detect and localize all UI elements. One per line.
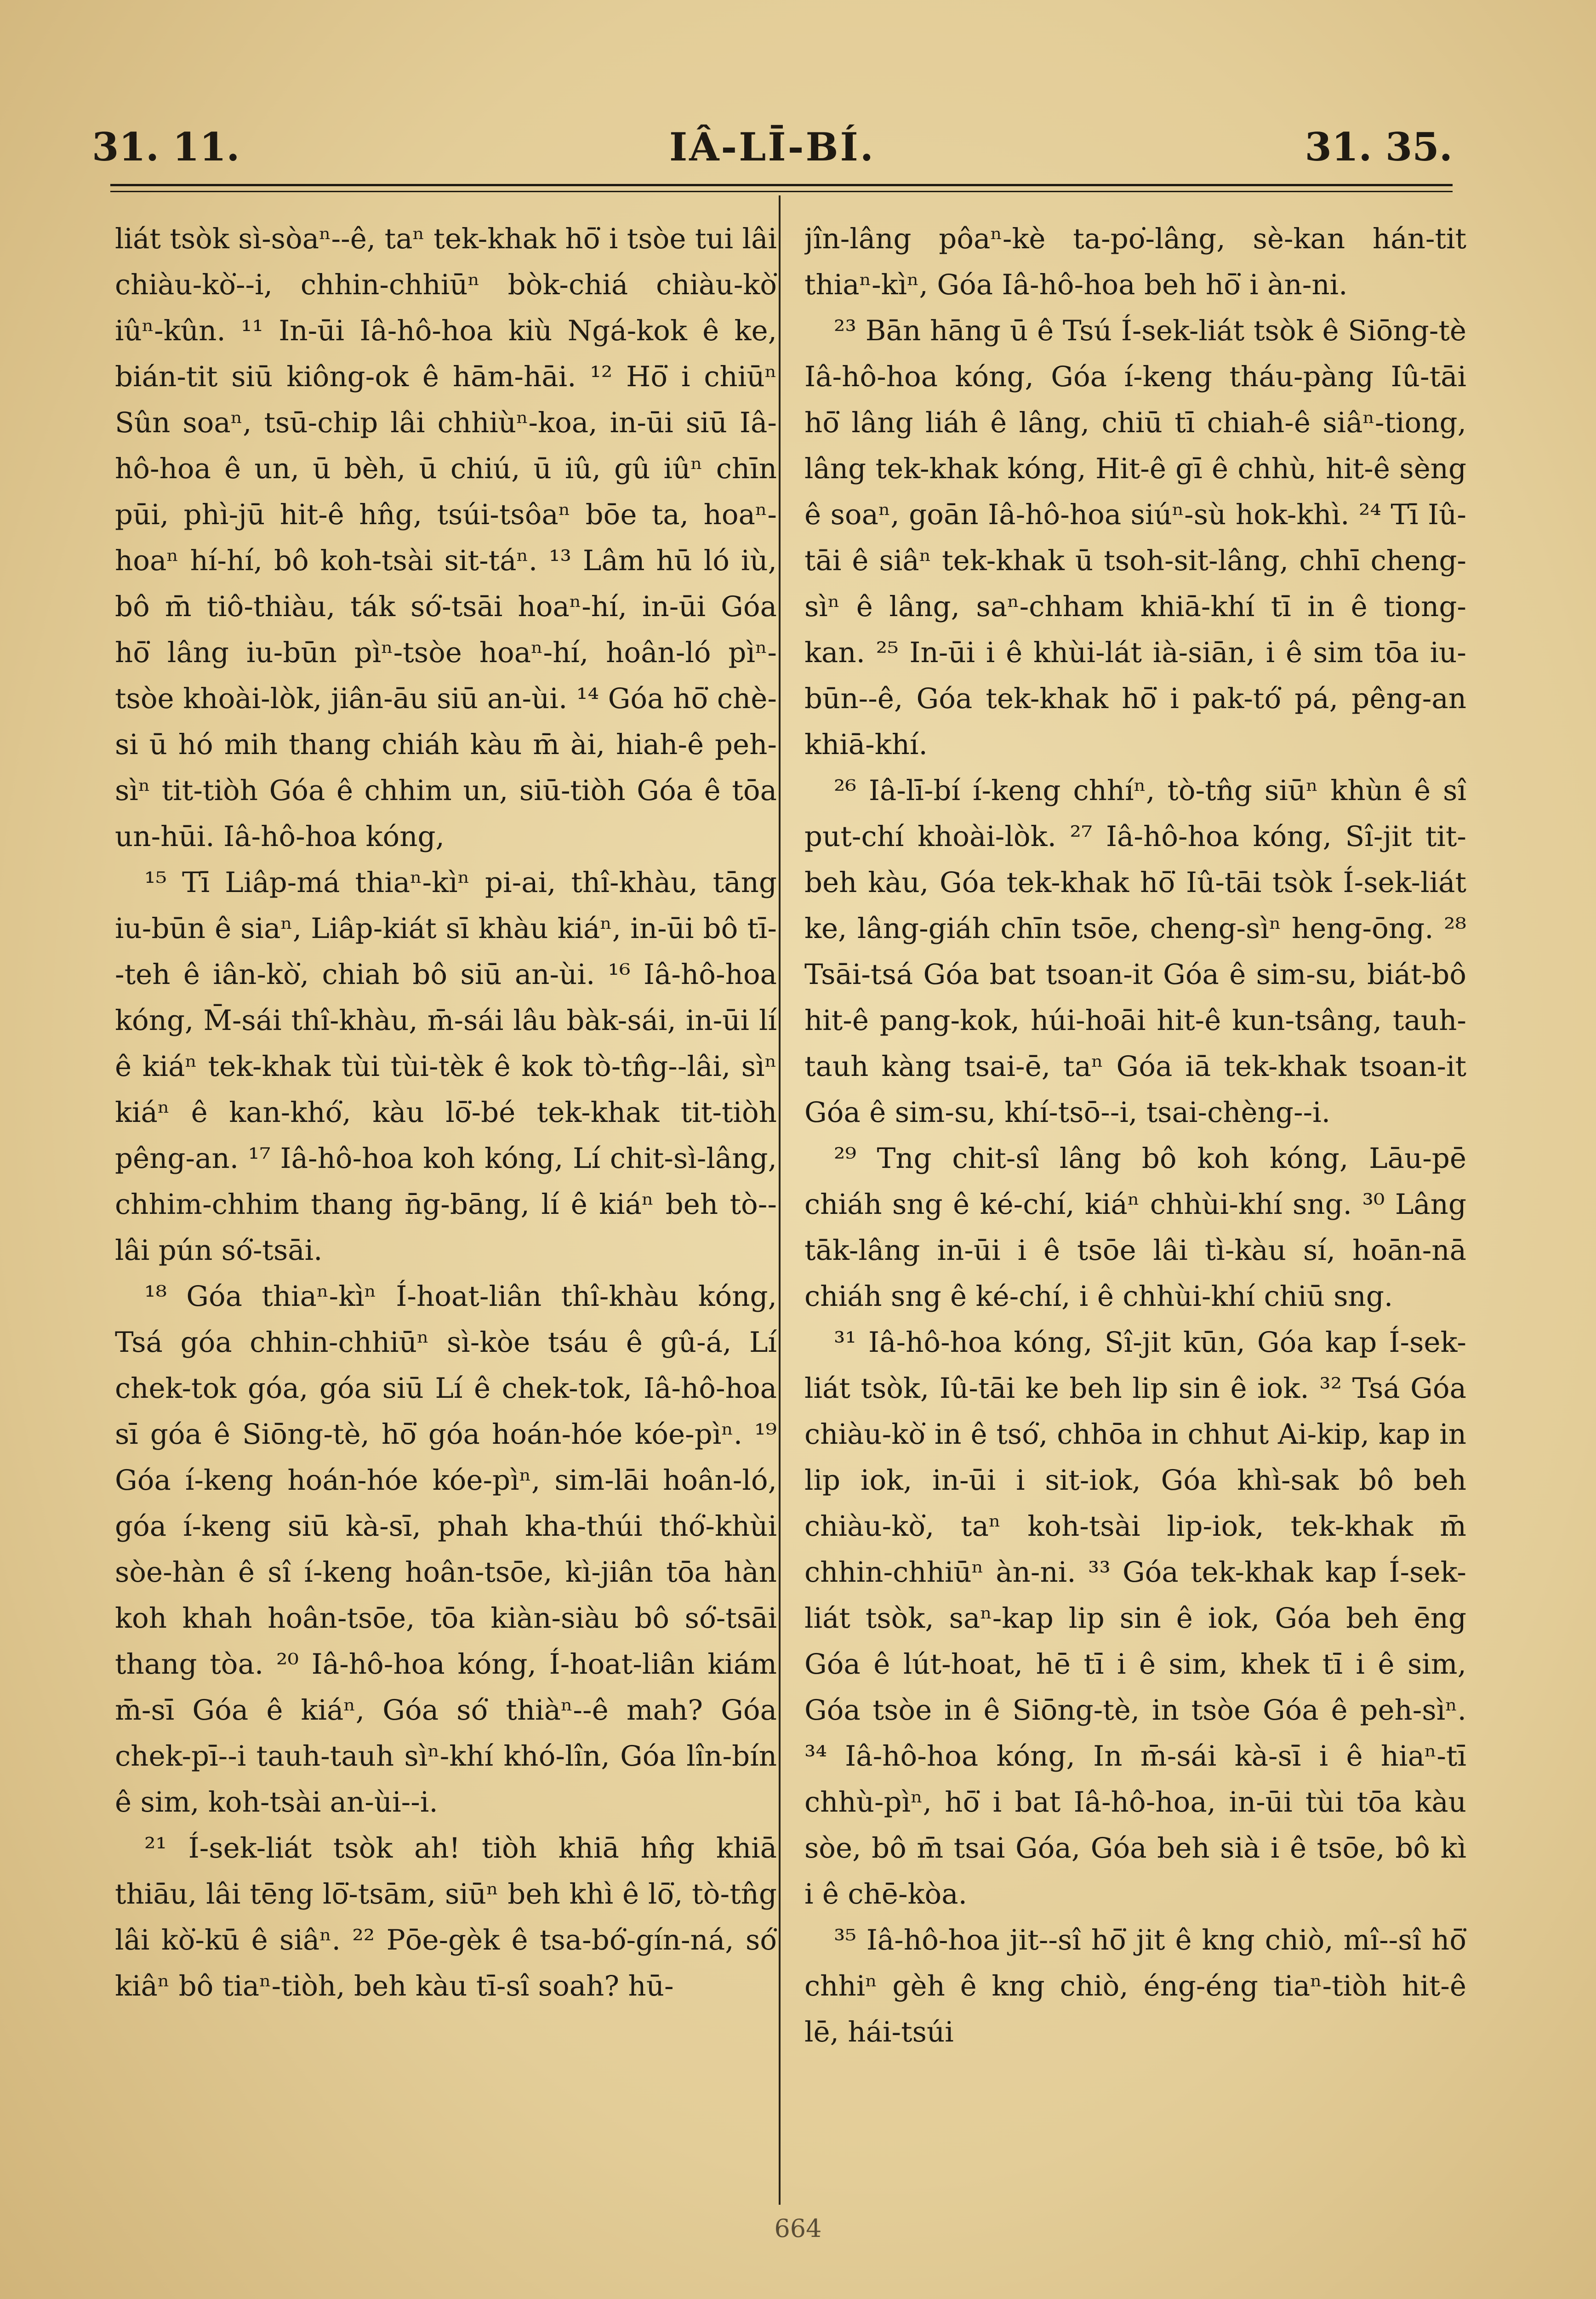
header-rule-thick	[110, 184, 1453, 186]
header-reference-right: 31. 35.	[1305, 124, 1453, 170]
column-divider	[779, 195, 781, 2205]
left-paragraph: ²¹ Í-sek-liát tsòk ah! tiòh khiā hn̂g khiā thiāu, lâi tēng lō͘-tsām, siūⁿ beh khì ê lō͘, tò-tn̂g lâi kò͘-kū ê siâⁿ. ²² Pōe-gèk ê tsa-bó͘-gín-ná, só͘ kiâⁿ bô tiaⁿ-tiòh, beh kàu tī-sî soah? hū-	[115, 1832, 777, 2002]
right-paragraph: ²⁹ Tng chit-sî lâng bô koh kóng, Lāu-pē chiáh sng ê ké-chí, kiáⁿ chhùi-khí sng. ³⁰ Lâng tāk-lâng in-ūi i ê tsōe lâi tì-kàu sí, hoān-nā chiáh sng ê ké-chí, i ê chhùi-khí chiū sng.	[804, 1142, 1466, 1313]
page-number: 664	[774, 2214, 822, 2243]
left-paragraph: liát tsòk sì-sòaⁿ--ê, taⁿ tek-khak hō͘ i tsòe tui lâi chiàu-kò͘--i, chhin-chhiūⁿ bòk-chiá chiàu-kò͘ iûⁿ-kûn. ¹¹ In-ūi Iâ-hô-hoa kiù Ngá-kok ê ke, bián-tit siū kiông-ok ê hām-hāi. ¹² Hō͘ i chiūⁿ Sûn soaⁿ, tsū-chip lâi chhiùⁿ-koa, in-ūi siū Iâ-hô-hoa ê un, ū bèh, ū chiú, ū iû, gû iûⁿ chīn pūi, phì-jū hit-ê hn̂g, tsúi-tsôaⁿ bōe ta, hoaⁿ-hoaⁿ hí-hí, bô koh-tsài sit-táⁿ. ¹³ Lâm hū ló iù, bô m̄ tiô-thiàu, ták só͘-tsāi hoaⁿ-hí, in-ūi Góa hō͘ lâng iu-būn pìⁿ-tsòe hoaⁿ-hí, hoân-ló pìⁿ-tsòe khoài-lòk, jiân-āu siū an-ùi. ¹⁴ Góa hō͘ chè-si ū hó mih thang chiáh kàu m̄ ài, hiah-ê peh-sìⁿ tit-tiòh Góa ê chhim un, siū-tiòh Góa ê tōa un-hūi. Iâ-hô-hoa kóng,	[115, 223, 777, 853]
header-reference-left: 31. 11.	[92, 124, 240, 170]
left-paragraph: ¹⁸ Góa thiaⁿ-kìⁿ Í-hoat-liân thî-khàu kóng, Tsá góa chhin-chhiūⁿ sì-kòe tsáu ê gû-á, Lí chek-tok góa, góa siū Lí ê chek-tok, Iâ-hô-hoa sī góa ê Siōng-tè, hō͘ góa hoán-hóe kóe-pìⁿ. ¹⁹ Góa í-keng hoán-hóe kóe-pìⁿ, sim-lāi hoân-ló, góa í-keng siū kà-sī, phah kha-thúi thó͘-khùi sòe-hàn ê sî í-keng hoân-tsōe, kì-jiân tōa hàn koh khah hoân-tsōe, tōa kiàn-siàu bô só͘-tsāi thang tòa. ²⁰ Iâ-hô-hoa kóng, Í-hoat-liân kiám m̄-sī Góa ê kiáⁿ, Góa só͘ thiàⁿ--ê mah? Góa chek-pī--i tauh-tauh sìⁿ-khí khó-lîn, Góa lîn-bín ê sim, koh-tsài an-ùi--i.	[115, 1280, 777, 1819]
header-rule-thin	[110, 191, 1453, 192]
right-paragraph: ²⁶ Iâ-lī-bí í-keng chhíⁿ, tò-tn̂g siūⁿ khùn ê sî put-chí khoài-lòk. ²⁷ Iâ-hô-hoa kóng, Sî-jit tit-beh kàu, Góa tek-khak hō͘ Iû-tāi tsòk Í-sek-liát ke, lâng-giáh chīn tsōe, cheng-sìⁿ heng-ōng. ²⁸ Tsāi-tsá Góa bat tsoan-it Góa ê sim-su, biát-bô hit-ê pang-kok, húi-hoāi hit-ê kun-tsâng, tauh-tauh kàng tsai-ē, taⁿ Góa iā tek-khak tsoan-it Góa ê sim-su, khí-tsō--i, tsai-chèng--i.	[804, 774, 1466, 1129]
right-column	[804, 216, 1466, 2207]
right-paragraph: ³¹ Iâ-hô-hoa kóng, Sî-jit kūn, Góa kap Í-sek-liát tsòk, Iû-tāi ke beh lip sin ê iok. ³² Tsá Góa chiàu-kò͘ in ê tsó͘, chhōa in chhut Ai-kip, kap in lip iok, in-ūi i sit-iok, Góa khì-sak bô beh chiàu-kò͘, taⁿ koh-tsài lip-iok, tek-khak m̄ chhin-chhiūⁿ àn-ni. ³³ Góa tek-khak kap Í-sek-liát tsòk, saⁿ-kap lip sin ê iok, Góa beh ēng Góa ê lút-hoat, hē tī i ê sim, khek tī i ê sim, Góa tsòe in ê Siōng-tè, in tsòe Góa ê peh-sìⁿ. ³⁴ Iâ-hô-hoa kóng, In m̄-sái kà-sī i ê hiaⁿ-tī chhù-pìⁿ, hō͘ i bat Iâ-hô-hoa, in-ūi tùi tōa kàu sòe, bô m̄ tsai Góa, Góa beh sià i ê tsōe, bô kì i ê chē-kòa.	[804, 1326, 1466, 1910]
book-title: IÂ-LĪ-BÍ.	[669, 124, 876, 170]
left-paragraph: ¹⁵ Tī Liâp-má thiaⁿ-kìⁿ pi-ai, thî-khàu, tāng iu-būn ê siaⁿ, Liâp-kiát sī khàu kiáⁿ, in-ūi bô tī--teh ê iân-kò͘, chiah bô siū an-ùi. ¹⁶ Iâ-hô-hoa kóng, M̄-sái thî-khàu, m̄-sái lâu bàk-sái, in-ūi lí ê kiáⁿ tek-khak tùi tùi-tèk ê kok tò-tn̂g--lâi, sìⁿ kiáⁿ ê kan-khó͘, kàu lō͘-bé tek-khak tit-tiòh pêng-an. ¹⁷ Iâ-hô-hoa koh kóng, Lí chit-sì-lâng, chhim-chhim thang n̄g-bāng, lí ê kiáⁿ beh tò--lâi pún só͘-tsāi.	[115, 866, 777, 1267]
running-header	[92, 122, 1453, 172]
right-paragraph: ²³ Bān hāng ū ê Tsú Í-sek-liát tsòk ê Siōng-tè Iâ-hô-hoa kóng, Góa í-keng tháu-pàng Iû-tāi hō͘ lâng liáh ê lâng, chiū tī chiah-ê siâⁿ-tiong, lâng tek-khak kóng, Hit-ê gī ê chhù, hit-ê sèng ê soaⁿ, goān Iâ-hô-hoa siúⁿ-sù hok-khì. ²⁴ Tī Iû-tāi ê siâⁿ tek-khak ū tsoh-sit-lâng, chhī cheng-sìⁿ ê lâng, saⁿ-chham khiā-khí tī in ê tiong-kan. ²⁵ In-ūi i ê khùi-lát ià-siān, i ê sim tōa iu-būn--ê, Góa tek-khak hō͘ i pak-tó͘ pá, pêng-an khiā-khí.	[804, 315, 1466, 761]
right-paragraph: ³⁵ Iâ-hô-hoa jit--sî hō͘ jit ê kng chiò, mî--sî hō͘ chhiⁿ gèh ê kng chiò, éng-éng tiaⁿ-tiòh hit-ê lē, hái-tsúi	[804, 1924, 1466, 2048]
left-column	[115, 216, 777, 2207]
right-paragraph: jîn-lâng pôaⁿ-kè ta-po͘-lâng, sè-kan hán-tit thiaⁿ-kìⁿ, Góa Iâ-hô-hoa beh hō͘ i àn-ni.	[804, 223, 1466, 301]
